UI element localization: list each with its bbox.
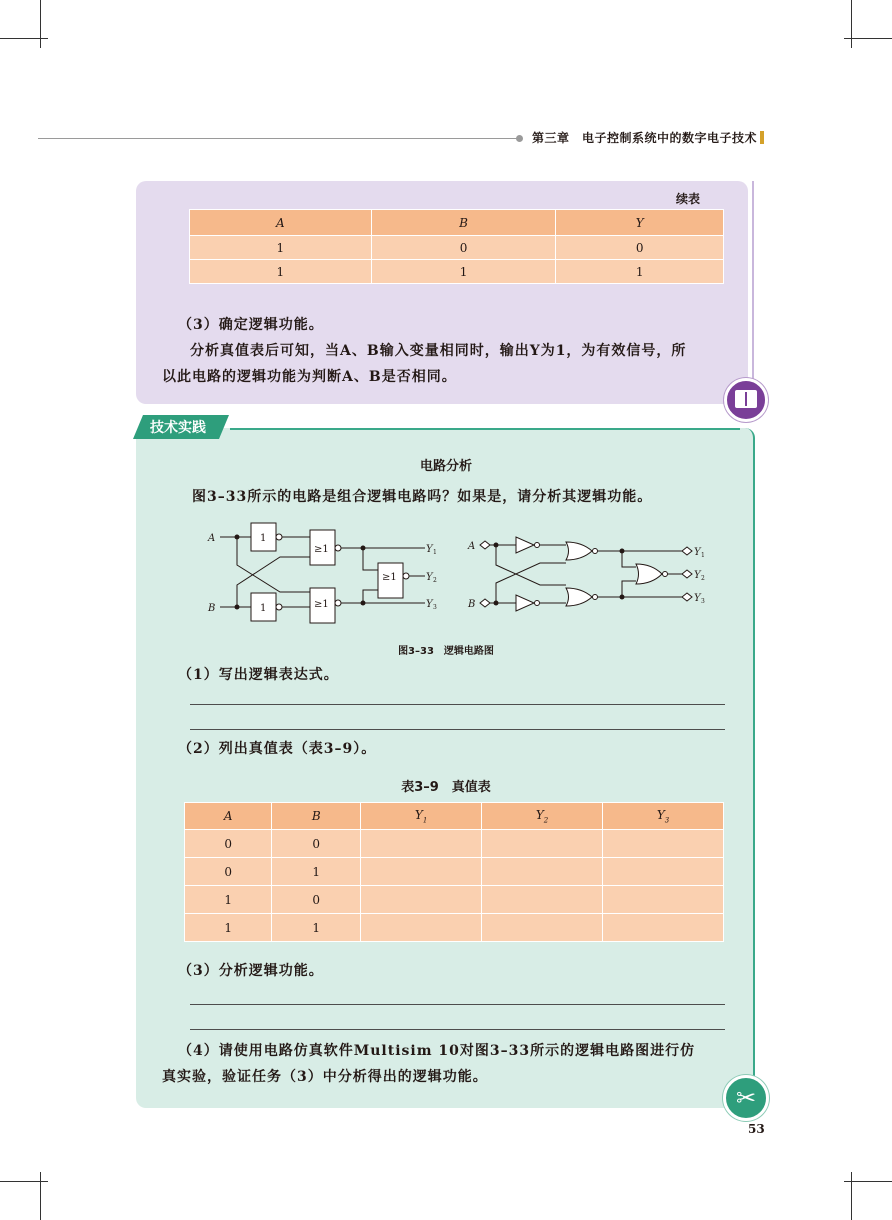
not-gate-symbol: 1 bbox=[260, 533, 267, 544]
table-cell-blank[interactable] bbox=[482, 886, 603, 914]
crop-mark bbox=[844, 38, 892, 39]
not-gate-symbol: 1 bbox=[260, 603, 267, 614]
step3-text-line1: 分析真值表后可知，当A、B输入变量相同时，输出Y为1，为有效信号，所 bbox=[190, 343, 687, 359]
truth-table-3-9 bbox=[184, 802, 724, 942]
table-header-cell: $Y_2$ bbox=[482, 803, 603, 830]
answer-line bbox=[190, 704, 725, 705]
answer-line bbox=[190, 1029, 725, 1030]
table-header-cell: B bbox=[371, 210, 556, 236]
table-header-cell: A bbox=[185, 803, 272, 830]
table-cell: 1 bbox=[371, 260, 556, 284]
answer-line bbox=[190, 1004, 725, 1005]
table-header-cell: A bbox=[190, 210, 372, 236]
crop-mark bbox=[851, 1172, 852, 1220]
question-4-line1: （4）请使用电路仿真软件Multisim 10对图3–33所示的逻辑电路图进行仿 bbox=[178, 1043, 696, 1059]
crop-mark bbox=[0, 1181, 48, 1182]
label-y3-sub: 3 bbox=[701, 598, 705, 605]
table-cell: 1 bbox=[556, 260, 724, 284]
label-a: A bbox=[208, 533, 216, 544]
table-cell-blank[interactable] bbox=[482, 830, 603, 858]
table-header-cell: $Y_3$ bbox=[603, 803, 724, 830]
continued-truth-table bbox=[189, 209, 724, 284]
table-cell: 1 bbox=[272, 858, 361, 886]
label-y2-sub: 2 bbox=[433, 577, 437, 584]
label-b: B bbox=[208, 603, 216, 614]
table-cell-blank[interactable] bbox=[361, 830, 482, 858]
table-header-cell: Y bbox=[556, 210, 724, 236]
label-y1-sub: 1 bbox=[701, 552, 705, 559]
book-icon bbox=[724, 378, 768, 422]
logic-circuit-figure bbox=[200, 515, 720, 630]
continued-table-label: 续表 bbox=[676, 192, 701, 206]
practice-top-rule bbox=[230, 428, 740, 430]
step3-heading: （3）确定逻辑功能。 bbox=[178, 317, 324, 333]
tool-icon: ✂ bbox=[723, 1075, 769, 1121]
crop-mark bbox=[844, 1181, 892, 1182]
practice-question: 图3–33所示的电路是组合逻辑电路吗？如果是，请分析其逻辑功能。 bbox=[192, 489, 653, 505]
figure-caption: 图3–33 逻辑电路图 bbox=[398, 646, 494, 657]
table-cell: 0 bbox=[556, 236, 724, 260]
table-cell: 0 bbox=[272, 886, 361, 914]
table-cell-blank[interactable] bbox=[603, 858, 724, 886]
or-gate-symbol: ≥1 bbox=[382, 572, 397, 583]
label-y3: Y bbox=[694, 593, 701, 604]
question-2: （2）列出真值表（表3–9）。 bbox=[178, 741, 377, 757]
or-gate-symbol: ≥1 bbox=[314, 544, 329, 555]
header-dot bbox=[516, 135, 523, 142]
label-y2-sub: 2 bbox=[701, 575, 705, 582]
question-1: （1）写出逻辑表达式。 bbox=[178, 667, 339, 683]
header-rule bbox=[38, 138, 518, 139]
table-cell-blank[interactable] bbox=[361, 858, 482, 886]
table-cell: 1 bbox=[185, 886, 272, 914]
label-y3-sub: 3 bbox=[433, 604, 437, 611]
label-y1: Y bbox=[694, 547, 701, 558]
table-cell-blank[interactable] bbox=[361, 914, 482, 942]
table-cell: 0 bbox=[185, 858, 272, 886]
table-cell: 0 bbox=[185, 830, 272, 858]
question-4-line2: 真实验，验证任务（3）中分析得出的逻辑功能。 bbox=[162, 1069, 488, 1085]
crop-mark bbox=[851, 0, 852, 48]
label-a: A bbox=[468, 541, 476, 552]
table-cell-blank[interactable] bbox=[361, 886, 482, 914]
label-y2: Y bbox=[694, 570, 701, 581]
page-number: 53 bbox=[748, 1122, 765, 1136]
table-cell: 1 bbox=[190, 236, 372, 260]
chapter-header: 第三章 电子控制系统中的数字电子技术 bbox=[532, 131, 758, 145]
crop-mark bbox=[40, 1172, 41, 1220]
step3-text-line2: 以此电路的逻辑功能为判断A、B是否相同。 bbox=[162, 369, 457, 385]
label-y3: Y bbox=[426, 599, 433, 610]
label-y1-sub: 1 bbox=[433, 549, 437, 556]
practice-tag-label: 技术实践 bbox=[150, 420, 206, 436]
table-header-cell: B bbox=[272, 803, 361, 830]
header-accent-bar bbox=[760, 131, 764, 144]
practice-title: 电路分析 bbox=[419, 459, 472, 474]
example-box-edge bbox=[752, 181, 754, 401]
answer-line bbox=[190, 729, 725, 730]
table-cell: 0 bbox=[371, 236, 556, 260]
table-cell-blank[interactable] bbox=[482, 914, 603, 942]
table-header-cell: $Y_1$ bbox=[361, 803, 482, 830]
table-cell: 1 bbox=[185, 914, 272, 942]
crop-mark bbox=[40, 0, 41, 48]
or-gate-symbol: ≥1 bbox=[314, 599, 329, 610]
table-cell: 1 bbox=[190, 260, 372, 284]
question-3: （3）分析逻辑功能。 bbox=[178, 963, 324, 979]
table-title: 表3–9 真值表 bbox=[401, 780, 491, 795]
table-cell-blank[interactable] bbox=[603, 914, 724, 942]
label-y1: Y bbox=[426, 544, 433, 555]
crop-mark bbox=[0, 38, 48, 39]
table-cell-blank[interactable] bbox=[603, 886, 724, 914]
table-cell: 0 bbox=[272, 830, 361, 858]
table-cell: 1 bbox=[272, 914, 361, 942]
label-b: B bbox=[468, 599, 476, 610]
table-cell-blank[interactable] bbox=[603, 830, 724, 858]
label-y2: Y bbox=[426, 572, 433, 583]
table-cell-blank[interactable] bbox=[482, 858, 603, 886]
